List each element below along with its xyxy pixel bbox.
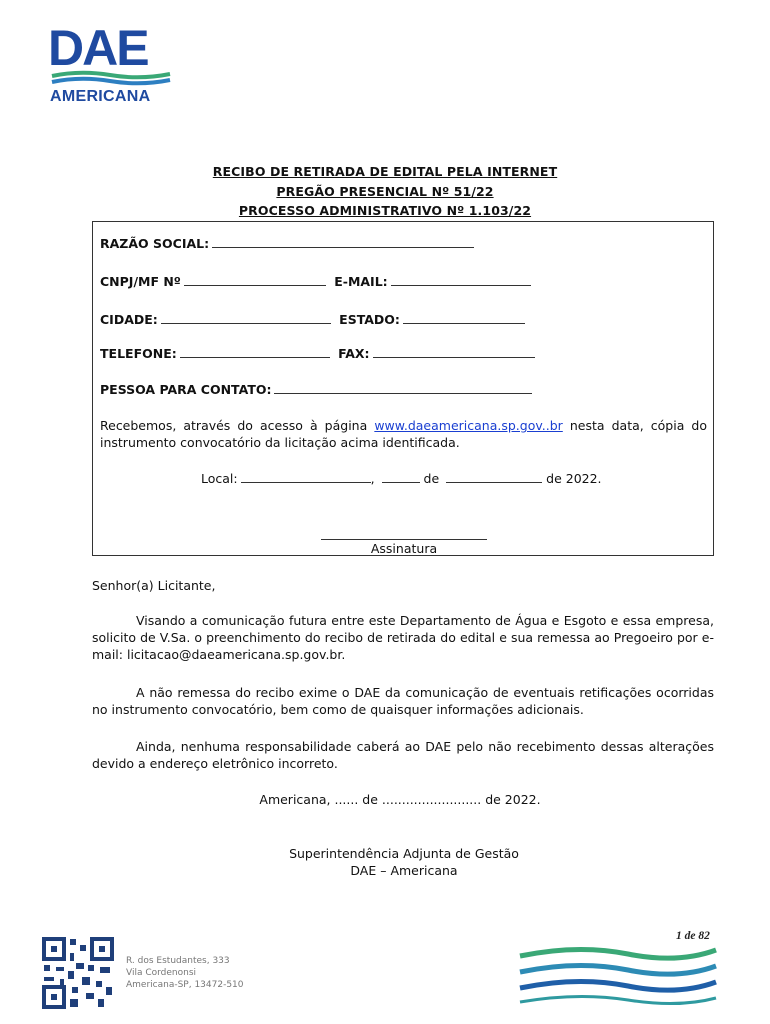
local-de-label: de xyxy=(423,471,440,486)
signature-label: Assinatura xyxy=(370,541,438,556)
estado-label: ESTADO: xyxy=(339,312,400,327)
address-city: Americana-SP, 13472-510 xyxy=(126,980,244,990)
fax-blank[interactable] xyxy=(373,347,535,358)
footer-waves-icon xyxy=(518,944,718,1010)
local-label: Local: xyxy=(201,471,238,486)
address-block xyxy=(126,955,244,991)
page-number: 1 de 82 xyxy=(676,930,710,942)
dae-website-link[interactable]: www.daeamericana.sp.gov..br xyxy=(374,418,563,433)
pessoa-contato-blank[interactable] xyxy=(274,383,532,394)
doc-subtitle-processo: PROCESSO ADMINISTRATIVO Nº 1.103/22 xyxy=(238,203,532,218)
cnpj-label: CNPJ/MF Nº xyxy=(100,274,181,289)
razao-social-field[interactable] xyxy=(100,236,474,251)
razao-social-blank[interactable] xyxy=(212,237,474,248)
telefone-blank[interactable] xyxy=(180,347,330,358)
doc-title: RECIBO DE RETIRADA DE EDITAL PELA INTERNET xyxy=(212,164,558,179)
letter-paragraph-1: Visando a comunicação futura entre este Departamento de Água e Esgoto e essa empresa, solicito de V.Sa. o preenchimento do recibo de retirada do edital e sua remessa ao Pregoeiro por e-mail: licitacao@daeamericana.sp.gov.br. xyxy=(92,613,714,662)
signatory-title: Superintendência Adjunta de Gestão xyxy=(289,846,519,861)
fax-label: FAX: xyxy=(338,346,370,361)
address-district: Vila Cordenonsi xyxy=(126,968,197,978)
cnpj-email-row xyxy=(100,274,531,289)
logo-waves-icon xyxy=(50,70,172,88)
receipt-form-box xyxy=(92,221,714,556)
pessoa-contato-field[interactable] xyxy=(100,382,532,397)
telefone-fax-row xyxy=(100,346,535,361)
cidade-estado-row xyxy=(100,312,525,327)
cnpj-blank[interactable] xyxy=(184,275,326,286)
local-blank[interactable] xyxy=(241,472,371,483)
logo-subtitle: AMERICANA xyxy=(50,88,151,105)
letter-paragraph-3: Ainda, nenhuma responsabilidade caberá ao DAE pelo não recebimento dessas alterações devido a endereço eletrônico incorreto. xyxy=(92,739,714,771)
day-blank[interactable] xyxy=(382,472,420,483)
logo-wordmark: DAE xyxy=(48,20,148,76)
receipt-statement xyxy=(100,417,707,451)
salutation: Senhor(a) Licitante, xyxy=(92,578,216,593)
dae-logo xyxy=(44,22,174,104)
local-date-line: Local: , de de 2022. xyxy=(201,471,602,486)
doc-subtitle-pregao: PREGÃO PRESENCIAL Nº 51/22 xyxy=(276,184,494,199)
email-blank[interactable] xyxy=(391,275,531,286)
estado-blank[interactable] xyxy=(403,313,525,324)
month-blank[interactable] xyxy=(446,472,542,483)
receipt-text-before: Recebemos, através do acesso à página xyxy=(100,418,368,433)
qr-code-icon xyxy=(42,937,114,1009)
letter-paragraph-2: A não remessa do recibo exime o DAE da comunicação de eventuais retificações ocorridas no instrumento convocatório, bem como de quaisquer informações adicionais. xyxy=(92,685,714,717)
letter-date: Americana, ...... de ......................... de 2022. xyxy=(259,792,541,807)
email-label: E-MAIL: xyxy=(334,274,388,289)
cidade-blank[interactable] xyxy=(161,313,331,324)
cidade-label: CIDADE: xyxy=(100,312,158,327)
local-year-label: de 2022. xyxy=(546,471,602,486)
address-street: R. dos Estudantes, 333 xyxy=(126,956,230,966)
pessoa-contato-label: PESSOA PARA CONTATO: xyxy=(100,382,272,397)
razao-social-label: RAZÃO SOCIAL: xyxy=(100,236,210,251)
receipt-text-after: nesta data, cópia do instrumento convocatório da licitação acima identificada. xyxy=(100,418,707,450)
telefone-label: TELEFONE: xyxy=(100,346,177,361)
signatory-org: DAE – Americana xyxy=(350,863,458,878)
